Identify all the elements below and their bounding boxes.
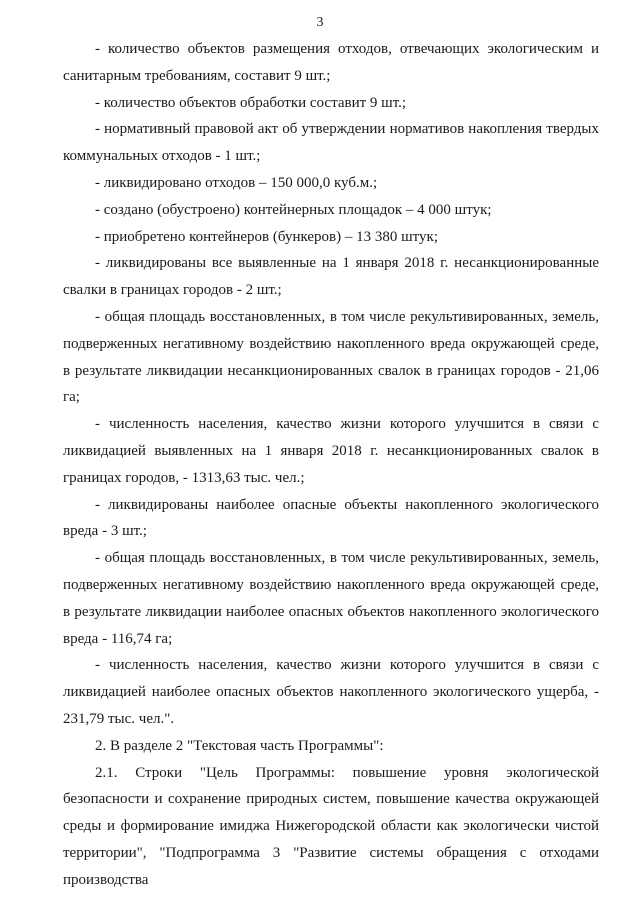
- paragraph: - численность населения, качество жизни которого улучшится в связи с ликвидацией выявленных на 1 января 2018 г. несанкционированных свалок в границах городов, - 1313,63 тыс. чел.;: [63, 416, 599, 486]
- paragraph: - создано (обустроено) контейнерных площадок – 4 000 штук;: [95, 201, 492, 218]
- paragraph: - приобретено контейнеров (бункеров) – 13 380 штук;: [95, 228, 438, 245]
- document-body: [63, 36, 599, 894]
- paragraph: - количество объектов обработки составит 9 шт.;: [95, 94, 407, 111]
- paragraph: - ликвидировано отходов – 150 000,0 куб.м.;: [95, 174, 378, 191]
- paragraph: - ликвидированы наиболее опасные объекты накопленного экологического вреда - 3 шт.;: [63, 496, 599, 540]
- paragraph: 2.1. Строки "Цель Программы: повышение уровня экологической безопасности и сохранение природных систем, повышение качества окружающей среды и формирование имиджа Нижегородской области как экологически чистой территории", "Подпрограмма 3 "Развитие системы обращения с отходами производства: [63, 764, 599, 888]
- paragraph: - общая площадь восстановленных, в том числе рекультивированных, земель, подверженных негативному воздействию накопленного вреда окружающей среде, в результате ликвидации наиболее опасных объектов накопленного экологического вреда - 116,74 га;: [63, 550, 599, 647]
- page-number: 3: [316, 15, 324, 30]
- paragraph: - нормативный правовой акт об утверждении нормативов накопления твердых коммунальных отходов - 1 шт.;: [63, 121, 599, 165]
- paragraph: - общая площадь восстановленных, в том числе рекультивированных, земель, подверженных негативному воздействию накопленного вреда окружающей среде, в результате ликвидации несанкционированных свалок в границах городов - 21,06 га;: [63, 308, 599, 406]
- paragraph: - численность населения, качество жизни которого улучшится в связи с ликвидацией наиболее опасных объектов накопленного экологического ущерба, - 231,79 тыс. чел.".: [63, 657, 599, 727]
- paragraph: 2. В разделе 2 "Текстовая часть Программы":: [95, 737, 384, 754]
- paragraph: - ликвидированы все выявленные на 1 января 2018 г. несанкционированные свалки в границах городов - 2 шт.;: [63, 255, 599, 299]
- paragraph: - количество объектов размещения отходов, отвечающих экологическим и санитарным требованиям, составит 9 шт.;: [63, 41, 599, 84]
